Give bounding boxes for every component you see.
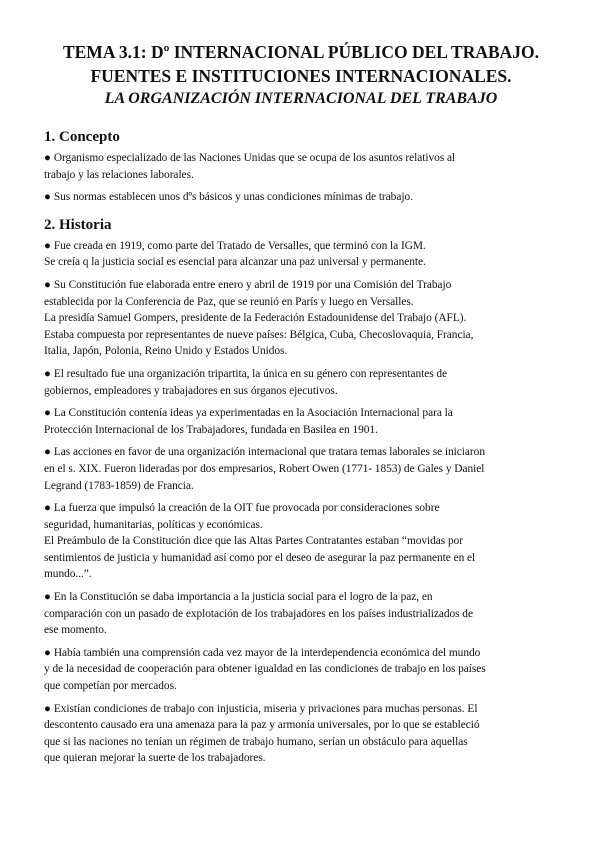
paragraph-line (44, 645, 558, 662)
paragraph-line: Se creía q la justicia social es esencial para alcanzar una paz universal y permanente. (44, 256, 426, 269)
bullet-paragraph (44, 645, 558, 695)
paragraph-line (44, 366, 558, 383)
paragraph-line: establecida por la Conferencia de Paz, que se reunió en París y luego en Versalles. (44, 295, 414, 308)
paragraph-line: trabajo y las relaciones laborales. (44, 168, 194, 181)
paragraph-line: La presidía Samuel Gompers, presidente de la Federación Estadounidense del Trabajo (AFL). (44, 312, 467, 325)
bullet-icon: ● (44, 646, 51, 659)
paragraph-text: Las acciones en favor de una organización internacional que tratara temas laborales se iniciaron (53, 446, 485, 459)
paragraph-line: Protección Internacional de los Trabajadores, fundada en Basilea en 1901. (44, 423, 378, 436)
bullet-paragraph (44, 366, 558, 399)
bullet-icon: ● (44, 702, 51, 715)
bullet-icon: ● (44, 502, 51, 515)
paragraph-line: ese momento. (44, 624, 107, 637)
section-heading: 1. Concepto (44, 129, 120, 145)
bullet-paragraph (44, 701, 558, 767)
paragraph-line: comparación con un pasado de explotación de los trabajadores en los países industrializados de (44, 607, 473, 620)
paragraph-text: Su Constitución fue elaborada entre enero y abril de 1919 por una Comisión del Trabajo (53, 278, 452, 291)
paragraph-line: sentimientos de justicia y humanidad así como por el deseo de asegurar la paz permanente en el (44, 551, 476, 564)
section-concepto (44, 128, 558, 206)
paragraph-line: que quieran mejorar la suerte de los trabajadores. (44, 752, 266, 765)
paragraph-line: mundo...”. (44, 568, 92, 581)
paragraph-line: Legrand (1783-1859) de Francia. (44, 479, 194, 492)
title-line-2: FUENTES E INSTITUCIONES INTERNACIONALES. (90, 66, 512, 86)
paragraph-text: Fue creada en 1919, como parte del Tratado de Versalles, que terminó con la IGM. (53, 239, 426, 252)
paragraph-line: que competían por mercados. (44, 680, 177, 693)
paragraph-line: en el s. XIX. Fueron lideradas por dos empresarios, Robert Owen (1771- 1853) de Gales y Daniel (44, 462, 485, 475)
document-page (44, 40, 558, 777)
bullet-paragraph (44, 238, 558, 271)
paragraph-line: gobiernos, empleadores y trabajadores en sus órganos ejecutivos. (44, 384, 338, 397)
bullet-paragraph (44, 189, 558, 206)
paragraph-text: La Constitución contenía ideas ya experimentadas en la Asociación Internacional para la (53, 407, 453, 420)
paragraph-line: Estaba compuesta por representantes de nueve países: Bélgica, Cuba, Checoslovaquia, Francia, (44, 328, 474, 341)
bullet-icon: ● (44, 367, 51, 380)
section-historia (44, 216, 558, 767)
paragraph-text: Organismo especializado de las Naciones Unidas que se ocupa de los asuntos relativos al (53, 152, 456, 164)
paragraph-line (44, 444, 558, 461)
paragraph-line (44, 701, 558, 718)
paragraph-line: Italia, Japón, Polonia, Reino Unido y Estados Unidos. (44, 345, 288, 358)
section-heading: 2. Historia (44, 216, 112, 233)
paragraph-line (44, 589, 558, 606)
title-line-1: TEMA 3.1: Dº INTERNACIONAL PÚBLICO DEL TRABAJO. (62, 42, 540, 62)
bullet-icon: ● (44, 407, 51, 420)
paragraph-line (44, 238, 558, 255)
bullet-paragraph (44, 150, 558, 183)
paragraph-text: La fuerza que impulsó la creación de la OIT fue provocada por consideraciones sobre (53, 502, 440, 515)
paragraph-line (44, 405, 558, 422)
paragraph-text: Había también una comprensión cada vez mayor de la interdependencia económica del mundo (53, 646, 481, 659)
bullet-icon: ● (44, 278, 51, 291)
bullet-paragraph (44, 444, 558, 494)
bullet-icon: ● (44, 446, 51, 459)
paragraph-line (44, 189, 558, 206)
document-body (44, 128, 558, 767)
paragraph-line: y de la necesidad de cooperación para obtener igualdad en las condiciones de trabajo en los países (44, 663, 486, 676)
paragraph-text: El resultado fue una organización tripartita, la única en su género con representantes de (53, 367, 448, 380)
paragraph-line (44, 150, 558, 167)
bullet-icon: ● (44, 591, 51, 604)
bullet-icon: ● (44, 239, 51, 252)
paragraph-text: En la Constitución se daba importancia a la justicia social para el logro de la paz, en (53, 591, 433, 604)
paragraph-line: seguridad, humanitarias, políticas y económicas. (44, 518, 263, 531)
paragraph-line (44, 500, 558, 517)
subtitle: LA ORGANIZACIÓN INTERNACIONAL DEL TRABAJO (104, 90, 498, 107)
paragraph-line: que si las naciones no tenían un régimen de trabajo humano, serían un obstáculo para aquellas (44, 735, 468, 748)
bullet-paragraph (44, 500, 558, 583)
bullet-icon: ● (44, 191, 51, 204)
bullet-paragraph (44, 405, 558, 438)
paragraph-text: Sus normas establecen unos dºs básicos y unas condiciones mínimas de trabajo. (53, 191, 413, 204)
paragraph-line: El Preámbulo de la Constitución dice que las Altas Partes Contratantes estaban “movidas por (44, 535, 464, 548)
paragraph-text: Existían condiciones de trabajo con injusticia, miseria y privaciones para muchas personas. El (53, 702, 478, 715)
bullet-paragraph (44, 277, 558, 360)
paragraph-line (44, 277, 558, 294)
bullet-paragraph (44, 589, 558, 639)
bullet-icon: ● (44, 152, 51, 164)
paragraph-line: descontento causado era una amenaza para la paz y armonía universales, por lo que se estableció (44, 719, 480, 732)
